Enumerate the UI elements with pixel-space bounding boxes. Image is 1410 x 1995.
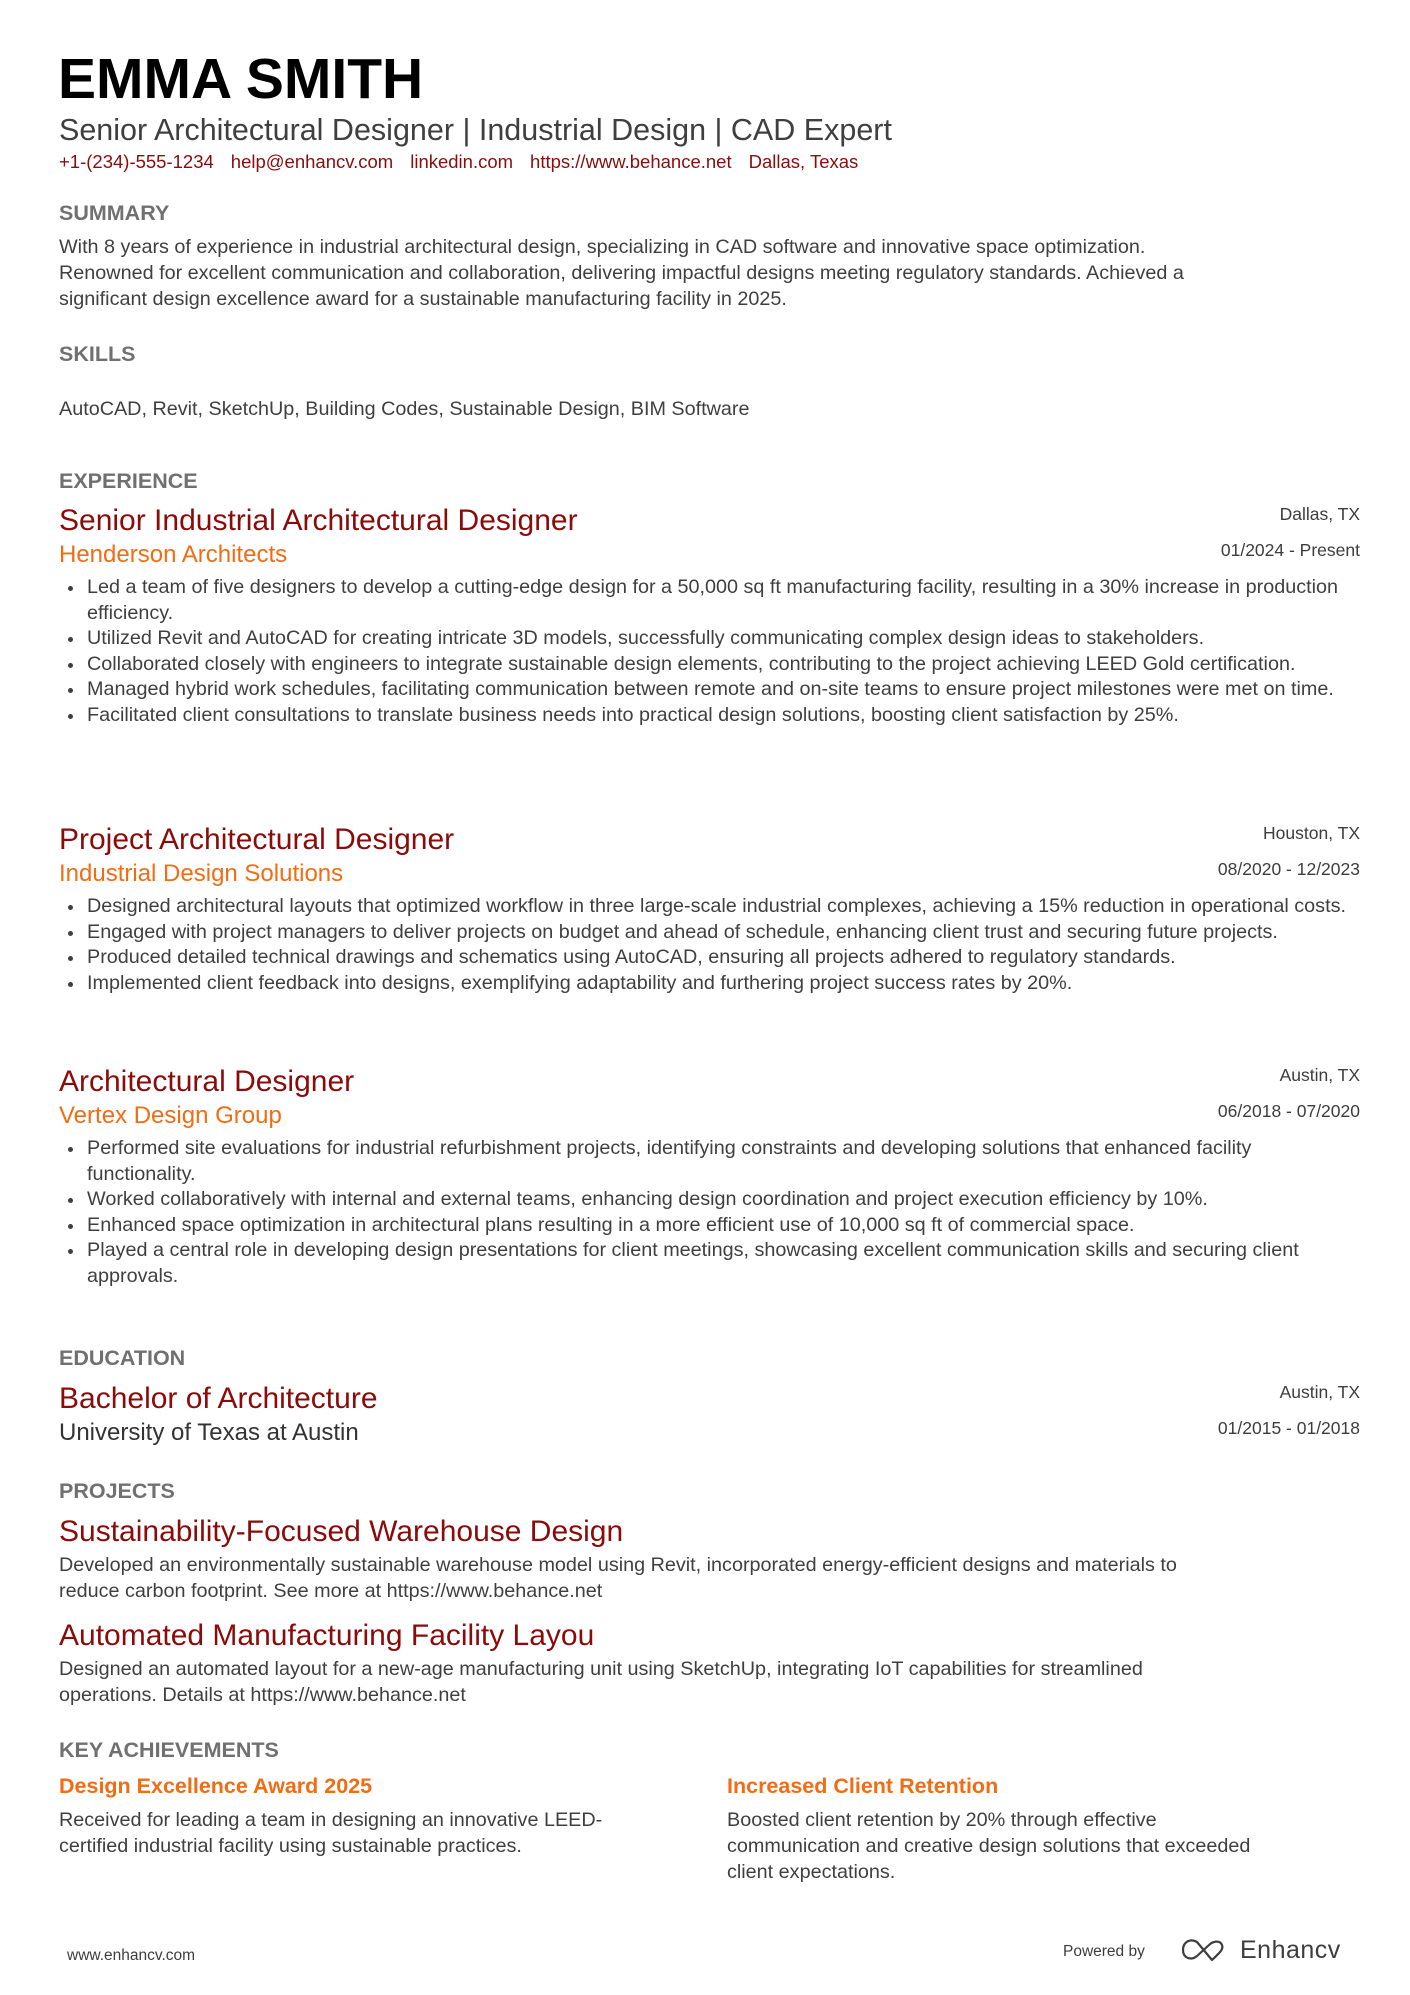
job-bullet: Led a team of five designers to develop a cutting-edge design for a 50,000 sq ft manufacturing facility, resulting in a 30% increase in production efficiency. [59, 575, 1359, 626]
job-bullet: Produced detailed technical drawings and schematics using AutoCAD, ensuring all projects adhered to regulatory standards. [59, 945, 1359, 971]
job-bullet: Implemented client feedback into designs, exemplifying adaptability and furthering project success rates by 20%. [59, 971, 1359, 997]
education-degree: Bachelor of Architecture [59, 1382, 378, 1415]
job-bullets [59, 575, 1359, 729]
job-dates: 01/2024 - Present [1220, 540, 1360, 560]
job-dates: 06/2018 - 07/2020 [1217, 1101, 1360, 1121]
achievement-title: Design Excellence Award 2025 [59, 1774, 373, 1798]
job-bullet: Worked collaboratively with internal and external teams, enhancing design coordination and project execution efficiency by 10%. [59, 1187, 1359, 1213]
job-title: Project Architectural Designer [59, 823, 455, 856]
job-bullet: Managed hybrid work schedules, facilitating communication between remote and on-site teams to ensure project milestones were met on time. [59, 677, 1359, 703]
achievement-line: client expectations. [727, 1861, 896, 1883]
contact-email[interactable]: help@enhancv.com [230, 151, 394, 172]
contact-linkedin[interactable]: linkedin.com [410, 151, 514, 172]
enhancv-brand-name: Enhancv [1240, 1936, 1341, 1964]
job-title: Architectural Designer [59, 1065, 355, 1098]
job-bullet: Utilized Revit and AutoCAD for creating intricate 3D models, successfully communicating complex design ideas to stakeholders. [59, 626, 1359, 652]
powered-by-label: Powered by [1063, 1943, 1145, 1960]
achievement-description [59, 1807, 669, 1859]
section-heading-summary: SUMMARY [59, 201, 170, 225]
job-company: Vertex Design Group [59, 1102, 282, 1129]
job-bullet: Collaborated closely with engineers to integrate sustainable design elements, contributing to the project achieving LEED Gold certification. [59, 652, 1359, 678]
candidate-name: EMMA SMITH [58, 47, 424, 111]
summary-line: With 8 years of experience in industrial architectural design, specializing in CAD software and innovative space optimization. [59, 236, 1146, 258]
job-bullet: Engaged with project managers to deliver projects on budget and ahead of schedule, enhancing client trust and securing future projects. [59, 920, 1359, 946]
section-heading-key-achievements: KEY ACHIEVEMENTS [59, 1738, 279, 1762]
contact-portfolio[interactable]: https://www.behance.net [530, 151, 732, 172]
job-bullets [59, 1136, 1359, 1290]
job-bullets [59, 894, 1359, 996]
achievement-title: Increased Client Retention [727, 1774, 999, 1798]
enhancv-logo-icon [1180, 1936, 1230, 1964]
section-heading-projects: PROJECTS [59, 1479, 175, 1503]
section-heading-experience: EXPERIENCE [59, 469, 198, 493]
summary-line: Renowned for excellent communication and collaboration, delivering impactful designs meeting regulatory standards. Achieved a [59, 262, 1184, 284]
job-bullet: Performed site evaluations for industrial refurbishment projects, identifying constraints and developing solutions that enhanced facility functionality. [59, 1136, 1359, 1187]
job-company: Henderson Architects [59, 541, 288, 568]
achievement-line: certified industrial facility using sustainable practices. [59, 1835, 522, 1857]
contact-phone[interactable]: +1-(234)-555-1234 [59, 151, 214, 172]
achievement-line: communication and creative design solutions that exceeded [727, 1835, 1251, 1857]
education-school: University of Texas at Austin [59, 1419, 359, 1446]
project-description-line: Developed an environmentally sustainable warehouse model using Revit, incorporated energy-efficient designs and materials to [59, 1554, 1177, 1576]
education-dates: 01/2015 - 01/2018 [1217, 1418, 1360, 1438]
job-location: Austin, TX [1279, 1065, 1360, 1085]
summary-text [59, 234, 1359, 312]
job-bullet: Designed architectural layouts that optimized workflow in three large-scale industrial complexes, achieving a 15% reduction in operational costs. [59, 894, 1359, 920]
project-description [59, 1552, 1359, 1604]
job-company: Industrial Design Solutions [59, 860, 344, 887]
job-location: Houston, TX [1263, 823, 1360, 843]
job-dates: 08/2020 - 12/2023 [1217, 859, 1360, 879]
skills-list: AutoCAD, Revit, SketchUp, Building Codes, Sustainable Design, BIM Software [59, 398, 750, 420]
footer-website[interactable]: www.enhancv.com [67, 1947, 196, 1964]
contact-location: Dallas, Texas [748, 151, 859, 172]
project-title: Sustainability-Focused Warehouse Design [59, 1515, 624, 1548]
project-description-line: operations. Details at https://www.behance.net [59, 1684, 466, 1706]
project-title: Automated Manufacturing Facility Layou [59, 1619, 595, 1652]
job-bullet: Played a central role in developing design presentations for client meetings, showcasing excellent communication skills and securing client approvals. [59, 1238, 1359, 1289]
achievement-description [727, 1807, 1337, 1885]
summary-line: significant design excellence award for a sustainable manufacturing facility in 2025. [59, 288, 787, 310]
job-bullet: Enhanced space optimization in architectural plans resulting in a more efficient use of 10,000 sq ft of commercial space. [59, 1213, 1359, 1239]
achievement-line: Boosted client retention by 20% through effective [727, 1809, 1157, 1831]
achievement-line: Received for leading a team in designing an innovative LEED- [59, 1809, 603, 1831]
project-description-line: reduce carbon footprint. See more at https://www.behance.net [59, 1580, 603, 1602]
section-heading-skills: SKILLS [59, 342, 136, 366]
candidate-headline: Senior Architectural Designer | Industrial Design | CAD Expert [59, 113, 892, 147]
contact-bar [59, 150, 875, 174]
project-description-line: Designed an automated layout for a new-age manufacturing unit using SketchUp, integrating IoT capabilities for streamlined [59, 1658, 1143, 1680]
education-location: Austin, TX [1279, 1382, 1360, 1402]
section-heading-education: EDUCATION [59, 1346, 186, 1370]
job-bullet: Facilitated client consultations to translate business needs into practical design solutions, boosting client satisfaction by 25%. [59, 703, 1359, 729]
job-location: Dallas, TX [1279, 504, 1360, 524]
job-title: Senior Industrial Architectural Designer [59, 504, 578, 537]
project-description [59, 1656, 1359, 1708]
